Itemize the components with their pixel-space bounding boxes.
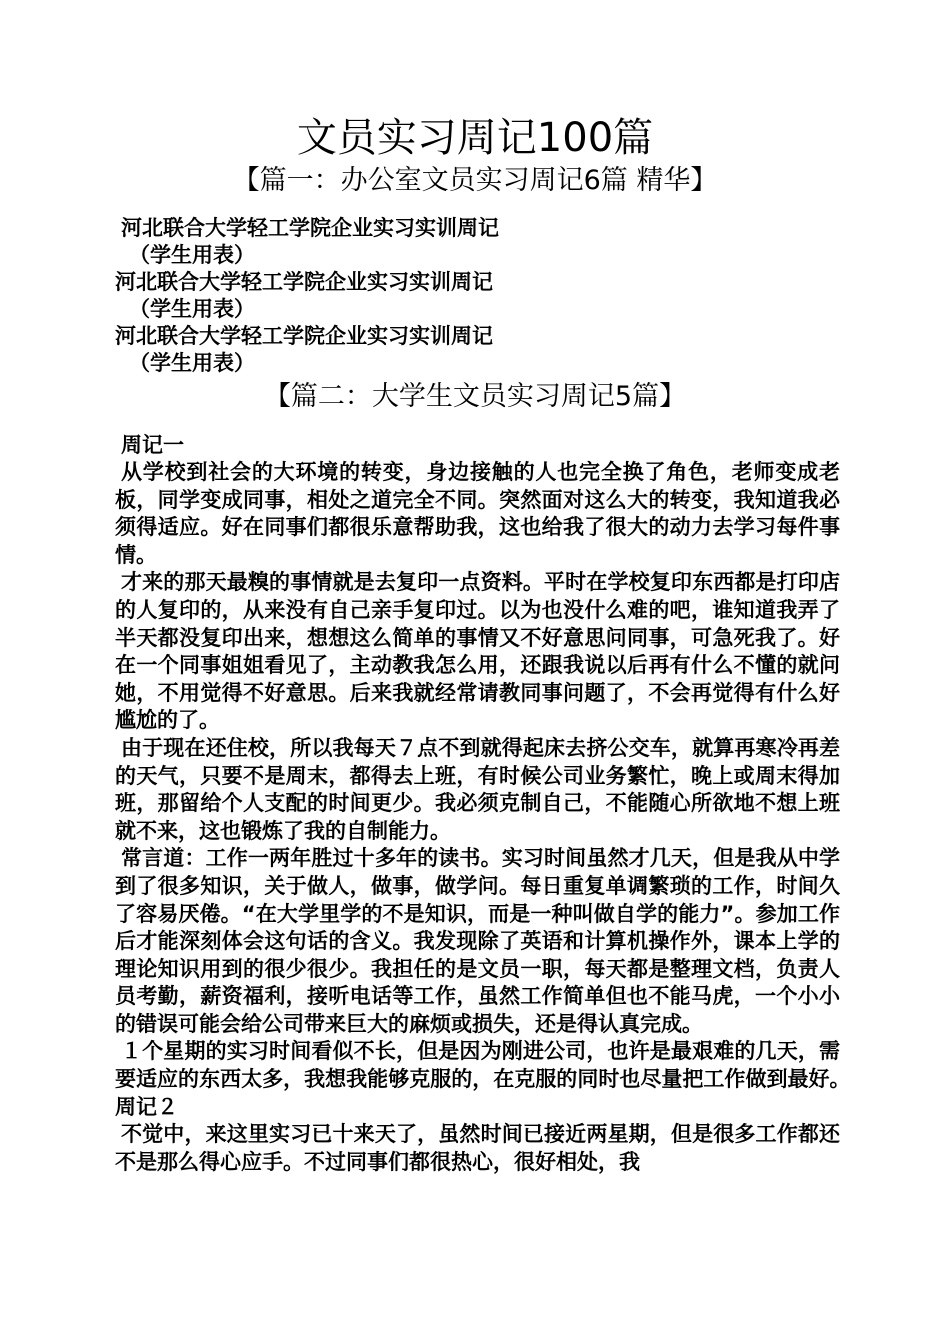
school-form-block <box>115 215 835 377</box>
student-form-label: （学生用表） <box>129 351 255 375</box>
student-form-label: （学生用表） <box>129 297 255 321</box>
part1-heading: 【篇一：办公室文员实习周记6篇 精华】 <box>232 165 718 196</box>
school-name-line: 河北联合大学轻工学院企业实习实训周记 <box>115 324 493 348</box>
journal-paragraph: １个星期的实习时间看似不长，但是因为刚进公司，也许是最艰难的几天，需要适应的东西太多，我想我能够克服的，在克服的同时也尽量把工作做到最好。 周记２ <box>115 1039 861 1119</box>
journal-body <box>115 431 861 1176</box>
week1-heading: 周记一 <box>121 433 184 457</box>
document-title: 文员实习周记100篇 <box>296 115 654 161</box>
part2-heading: 【篇二：大学生文员实习周记5篇】 <box>263 381 687 412</box>
student-form-label: （学生用表） <box>129 243 255 267</box>
school-name-line: 河北联合大学轻工学院企业实习实训周记 <box>115 270 493 294</box>
journal-paragraph: 从学校到社会的大环境的转变，身边接触的人也完全换了角色，老师变成老板，同学变成同事，相处之道完全不同。突然面对这么大的转变，我知道我必须得适应。好在同事们都很乐意帮助我，这也给我了很大的动力去学习每件事情。 <box>115 460 840 567</box>
journal-paragraph: 不觉中，来这里实习已十来天了，虽然时间已接近两星期，但是很多工作都还不是那么得心应手。不过同事们都很热心，很好相处，我 <box>115 1122 840 1174</box>
school-name-line: 河北联合大学轻工学院企业实习实训周记 <box>121 216 499 240</box>
journal-paragraph: 由于现在还住校，所以我每天７点不到就得起床去挤公交车，就算再寒冷再差的天气，只要不是周末，都得去上班，有时候公司业务繁忙，晚上或周末得加班，那留给个人支配的时间更少。我必须克制自己，不能随心所欲地不想上班就不来，这也锻炼了我的自制能力。 <box>115 735 840 843</box>
journal-paragraph: 常言道：工作一两年胜过十多年的读书。实习时间虽然才几天，但是我从中学到了很多知识，关于做人，做事，做学问。每日重复单调繁琐的工作，时间久了容易厌倦。“在大学里学的不是知识，而是一种叫做自学的能力”。参加工作后才能深刻体会这句话的含义。我发现除了英语和计算机操作外，课本上学的理论知识用到的很少很少。我担任的是文员一职，每天都是整理文档，负责人员考勤，薪资福利，接听电话等工作，虽然工作简单但也不能马虎，一个小小的错误可能会给公司带来巨大的麻烦或损失，还是得认真完成。 <box>115 846 840 1036</box>
journal-paragraph: 才来的那天最糗的事情就是去复印一点资料。平时在学校复印东西都是打印店的人复印的，从来没有自己亲手复印过。以为也没什么难的吧，谁知道我弄了半天都没复印出来，想想这么简单的事情又不好意思问同事，可急死我了。好在一个同事姐姐看见了，主动教我怎么用，还跟我说以后再有什么不懂的就问她，不用觉得不好意思。后来我就经常请教同事问题了，不会再觉得有什么好尴尬的了。 <box>115 570 840 733</box>
